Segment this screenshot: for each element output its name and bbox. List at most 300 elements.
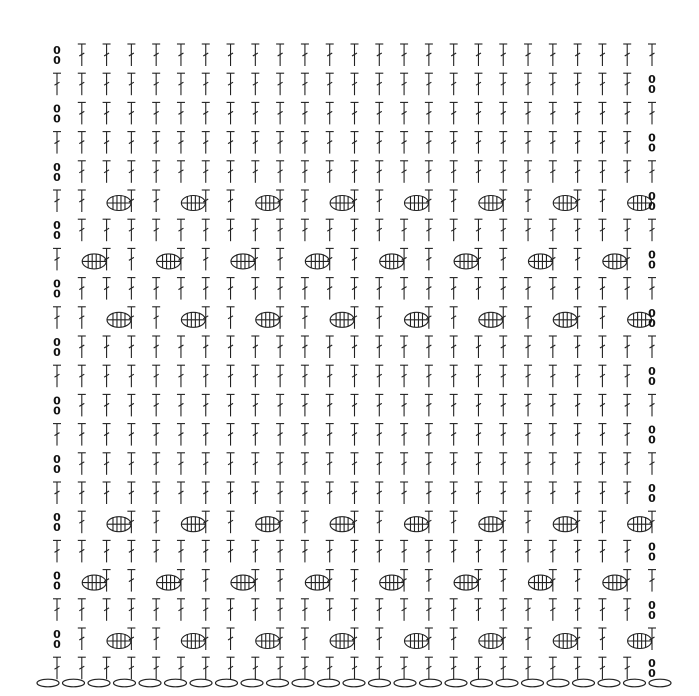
svg-text:0: 0	[648, 492, 656, 505]
double-crochet-symbol	[524, 307, 532, 329]
double-crochet-symbol	[301, 540, 309, 562]
double-crochet-symbol	[450, 190, 458, 212]
double-crochet-symbol	[127, 482, 135, 504]
double-crochet-symbol	[598, 424, 606, 446]
svg-text:0: 0	[53, 638, 61, 651]
double-crochet-symbol	[152, 307, 160, 329]
double-crochet-symbol	[450, 394, 458, 416]
double-crochet-symbol	[152, 73, 160, 95]
popcorn-symbol	[553, 312, 577, 327]
double-crochet-symbol	[524, 599, 532, 621]
popcorn-symbol	[330, 634, 354, 649]
double-crochet-symbol	[400, 161, 408, 183]
double-crochet-symbol	[202, 248, 210, 270]
double-crochet-symbol	[623, 132, 631, 154]
double-crochet-symbol	[103, 278, 111, 300]
chart-row	[53, 161, 656, 184]
popcorn-symbol	[181, 196, 205, 211]
svg-text:0: 0	[648, 433, 656, 447]
double-crochet-symbol	[152, 453, 160, 475]
double-crochet-symbol	[53, 657, 61, 679]
svg-text:0: 0	[648, 141, 656, 155]
chart-row	[53, 365, 656, 388]
double-crochet-symbol	[524, 482, 532, 504]
double-crochet-symbol	[276, 657, 284, 679]
double-crochet-symbol	[524, 73, 532, 95]
double-crochet-symbol	[301, 44, 309, 66]
double-crochet-symbol	[251, 365, 259, 387]
double-crochet-symbol	[78, 628, 86, 650]
turning-chain-symbol	[648, 540, 656, 563]
double-crochet-symbol	[326, 73, 334, 95]
chain-symbol	[88, 679, 110, 687]
svg-text:0: 0	[648, 375, 656, 389]
popcorn-symbol	[181, 634, 205, 649]
svg-text:0: 0	[648, 598, 656, 612]
double-crochet-symbol	[78, 365, 86, 387]
double-crochet-symbol	[450, 540, 458, 562]
double-crochet-symbol	[202, 44, 210, 66]
double-crochet-symbol	[251, 161, 259, 183]
double-crochet-symbol	[450, 161, 458, 183]
double-crochet-symbol	[127, 599, 135, 621]
double-crochet-symbol	[450, 219, 458, 241]
double-crochet-symbol	[53, 365, 61, 387]
double-crochet-symbol	[276, 453, 284, 475]
double-crochet-symbol	[574, 132, 582, 154]
double-crochet-symbol	[425, 394, 433, 416]
chart-row	[53, 482, 656, 505]
svg-text:0: 0	[53, 277, 61, 291]
double-crochet-symbol	[202, 424, 210, 446]
double-crochet-symbol	[127, 102, 135, 124]
double-crochet-symbol	[648, 161, 656, 183]
double-crochet-symbol	[227, 161, 235, 183]
double-crochet-symbol	[78, 394, 86, 416]
double-crochet-symbol	[301, 511, 309, 533]
double-crochet-symbol	[549, 424, 557, 446]
popcorn-symbol	[231, 575, 255, 590]
chain-symbol	[445, 679, 467, 687]
chart-row	[53, 628, 656, 651]
popcorn-symbol	[305, 254, 329, 269]
double-crochet-symbol	[648, 453, 656, 475]
double-crochet-symbol	[78, 190, 86, 212]
chart-row	[53, 132, 656, 155]
double-crochet-symbol	[301, 307, 309, 329]
chart-row	[53, 394, 656, 417]
popcorn-symbol	[380, 254, 404, 269]
turning-chain-symbol	[53, 453, 61, 476]
double-crochet-symbol	[623, 102, 631, 124]
double-crochet-symbol	[574, 248, 582, 270]
double-crochet-symbol	[425, 44, 433, 66]
double-crochet-symbol	[598, 511, 606, 533]
double-crochet-symbol	[152, 511, 160, 533]
double-crochet-symbol	[78, 482, 86, 504]
double-crochet-symbol	[450, 657, 458, 679]
popcorn-symbol	[553, 634, 577, 649]
double-crochet-symbol	[202, 482, 210, 504]
popcorn-symbol	[330, 517, 354, 532]
double-crochet-symbol	[53, 248, 61, 270]
double-crochet-symbol	[227, 628, 235, 650]
double-crochet-symbol	[351, 365, 359, 387]
double-crochet-symbol	[301, 365, 309, 387]
double-crochet-symbol	[425, 132, 433, 154]
double-crochet-symbol	[152, 394, 160, 416]
double-crochet-symbol	[103, 161, 111, 183]
double-crochet-symbol	[375, 44, 383, 66]
popcorn-symbol	[528, 254, 552, 269]
double-crochet-symbol	[400, 219, 408, 241]
double-crochet-symbol	[623, 365, 631, 387]
double-crochet-symbol	[524, 394, 532, 416]
double-crochet-symbol	[251, 132, 259, 154]
double-crochet-symbol	[177, 394, 185, 416]
double-crochet-symbol	[648, 219, 656, 241]
double-crochet-symbol	[301, 336, 309, 358]
svg-text:0: 0	[53, 170, 61, 184]
double-crochet-symbol	[499, 102, 507, 124]
double-crochet-symbol	[276, 132, 284, 154]
double-crochet-symbol	[524, 132, 532, 154]
chain-symbol	[573, 679, 595, 687]
double-crochet-symbol	[326, 102, 334, 124]
double-crochet-symbol	[103, 482, 111, 504]
double-crochet-symbol	[524, 657, 532, 679]
double-crochet-symbol	[524, 365, 532, 387]
svg-text:0: 0	[53, 521, 61, 535]
double-crochet-symbol	[351, 132, 359, 154]
popcorn-symbol	[603, 575, 627, 590]
chain-symbol	[63, 679, 85, 687]
chain-symbol	[216, 679, 238, 687]
svg-text:0: 0	[648, 608, 656, 622]
chain-symbol	[267, 679, 289, 687]
double-crochet-symbol	[276, 219, 284, 241]
double-crochet-symbol	[450, 511, 458, 533]
double-crochet-symbol	[351, 657, 359, 679]
turning-chain-symbol	[53, 102, 61, 125]
double-crochet-symbol	[474, 44, 482, 66]
double-crochet-symbol	[549, 278, 557, 300]
double-crochet-symbol	[127, 44, 135, 66]
double-crochet-symbol	[78, 424, 86, 446]
double-crochet-symbol	[598, 365, 606, 387]
turning-chain-symbol	[648, 307, 656, 330]
svg-text:0: 0	[53, 112, 61, 126]
double-crochet-symbol	[227, 424, 235, 446]
double-crochet-symbol	[623, 219, 631, 241]
double-crochet-symbol	[524, 102, 532, 124]
double-crochet-symbol	[78, 540, 86, 562]
double-crochet-symbol	[301, 599, 309, 621]
double-crochet-symbol	[574, 365, 582, 387]
double-crochet-symbol	[227, 394, 235, 416]
double-crochet-symbol	[152, 365, 160, 387]
svg-text:0: 0	[53, 569, 61, 583]
double-crochet-symbol	[351, 570, 359, 592]
svg-text:0: 0	[53, 628, 61, 641]
double-crochet-symbol	[78, 44, 86, 66]
popcorn-symbol	[553, 196, 577, 211]
double-crochet-symbol	[623, 161, 631, 183]
chart-row	[53, 278, 656, 301]
double-crochet-symbol	[251, 424, 259, 446]
double-crochet-symbol	[103, 657, 111, 679]
double-crochet-symbol	[499, 219, 507, 241]
svg-text:0: 0	[648, 365, 656, 379]
svg-text:0: 0	[648, 258, 656, 272]
double-crochet-symbol	[400, 599, 408, 621]
double-crochet-symbol	[251, 394, 259, 416]
turning-chain-symbol	[648, 132, 656, 155]
double-crochet-symbol	[549, 540, 557, 562]
chain-symbol	[292, 679, 314, 687]
double-crochet-symbol	[549, 394, 557, 416]
double-crochet-symbol	[549, 102, 557, 124]
chain-symbol	[37, 679, 59, 687]
chain-symbol	[496, 679, 518, 687]
double-crochet-symbol	[623, 73, 631, 95]
double-crochet-symbol	[474, 219, 482, 241]
chain-symbol	[241, 679, 263, 687]
popcorn-symbol	[107, 312, 131, 327]
double-crochet-symbol	[177, 161, 185, 183]
double-crochet-symbol	[227, 453, 235, 475]
double-crochet-symbol	[598, 73, 606, 95]
double-crochet-symbol	[375, 511, 383, 533]
turning-chain-symbol	[53, 394, 61, 417]
double-crochet-symbol	[227, 540, 235, 562]
popcorn-symbol	[157, 254, 181, 269]
double-crochet-symbol	[574, 540, 582, 562]
popcorn-symbol	[404, 312, 428, 327]
double-crochet-symbol	[301, 394, 309, 416]
double-crochet-symbol	[425, 453, 433, 475]
double-crochet-symbol	[301, 161, 309, 183]
double-crochet-symbol	[450, 599, 458, 621]
chart-row	[53, 599, 656, 622]
double-crochet-symbol	[177, 424, 185, 446]
chain-symbol	[522, 679, 544, 687]
double-crochet-symbol	[375, 453, 383, 475]
double-crochet-symbol	[301, 628, 309, 650]
double-crochet-symbol	[375, 482, 383, 504]
double-crochet-symbol	[326, 161, 334, 183]
double-crochet-symbol	[152, 102, 160, 124]
double-crochet-symbol	[450, 365, 458, 387]
double-crochet-symbol	[227, 44, 235, 66]
double-crochet-symbol	[227, 599, 235, 621]
double-crochet-symbol	[78, 307, 86, 329]
double-crochet-symbol	[623, 44, 631, 66]
double-crochet-symbol	[524, 219, 532, 241]
svg-text:0: 0	[648, 482, 656, 495]
double-crochet-symbol	[574, 102, 582, 124]
svg-text:0: 0	[53, 579, 61, 593]
double-crochet-symbol	[276, 365, 284, 387]
double-crochet-symbol	[598, 453, 606, 475]
double-crochet-symbol	[450, 278, 458, 300]
double-crochet-symbol	[574, 278, 582, 300]
chain-symbol	[624, 679, 646, 687]
double-crochet-symbol	[549, 132, 557, 154]
double-crochet-symbol	[227, 307, 235, 329]
double-crochet-symbol	[251, 278, 259, 300]
double-crochet-symbol	[425, 570, 433, 592]
double-crochet-symbol	[598, 132, 606, 154]
double-crochet-symbol	[351, 482, 359, 504]
double-crochet-symbol	[78, 599, 86, 621]
double-crochet-symbol	[598, 628, 606, 650]
turning-chain-symbol	[648, 482, 656, 505]
double-crochet-symbol	[450, 132, 458, 154]
double-crochet-symbol	[103, 73, 111, 95]
double-crochet-symbol	[623, 482, 631, 504]
double-crochet-symbol	[598, 657, 606, 679]
popcorn-symbol	[479, 312, 503, 327]
popcorn-symbol	[82, 254, 106, 269]
double-crochet-symbol	[623, 424, 631, 446]
double-crochet-symbol	[103, 540, 111, 562]
double-crochet-symbol	[177, 44, 185, 66]
double-crochet-symbol	[53, 540, 61, 562]
double-crochet-symbol	[425, 424, 433, 446]
double-crochet-symbol	[152, 599, 160, 621]
double-crochet-symbol	[351, 453, 359, 475]
double-crochet-symbol	[375, 394, 383, 416]
double-crochet-symbol	[53, 132, 61, 154]
popcorn-symbol	[231, 254, 255, 269]
double-crochet-symbol	[474, 599, 482, 621]
double-crochet-symbol	[623, 394, 631, 416]
double-crochet-symbol	[351, 44, 359, 66]
double-crochet-symbol	[574, 570, 582, 592]
double-crochet-symbol	[450, 307, 458, 329]
double-crochet-symbol	[251, 482, 259, 504]
double-crochet-symbol	[574, 394, 582, 416]
svg-text:0: 0	[53, 287, 61, 301]
turning-chain-symbol	[648, 248, 656, 271]
double-crochet-symbol	[202, 540, 210, 562]
double-crochet-symbol	[499, 394, 507, 416]
double-crochet-symbol	[375, 132, 383, 154]
double-crochet-symbol	[301, 453, 309, 475]
double-crochet-symbol	[177, 278, 185, 300]
double-crochet-symbol	[78, 132, 86, 154]
double-crochet-symbol	[127, 540, 135, 562]
double-crochet-symbol	[351, 336, 359, 358]
double-crochet-symbol	[152, 132, 160, 154]
double-crochet-symbol	[474, 132, 482, 154]
double-crochet-symbol	[326, 482, 334, 504]
double-crochet-symbol	[103, 394, 111, 416]
double-crochet-symbol	[301, 482, 309, 504]
double-crochet-symbol	[598, 307, 606, 329]
double-crochet-symbol	[127, 278, 135, 300]
double-crochet-symbol	[227, 365, 235, 387]
turning-chain-symbol	[53, 628, 61, 651]
double-crochet-symbol	[351, 161, 359, 183]
double-crochet-symbol	[78, 219, 86, 241]
turning-chain-symbol	[648, 73, 656, 96]
svg-text:0: 0	[53, 219, 61, 233]
double-crochet-symbol	[78, 161, 86, 183]
double-crochet-symbol	[326, 278, 334, 300]
double-crochet-symbol	[499, 161, 507, 183]
double-crochet-symbol	[375, 628, 383, 650]
double-crochet-symbol	[326, 365, 334, 387]
double-crochet-symbol	[227, 132, 235, 154]
double-crochet-symbol	[53, 599, 61, 621]
double-crochet-symbol	[549, 657, 557, 679]
double-crochet-symbol	[400, 132, 408, 154]
double-crochet-symbol	[227, 336, 235, 358]
double-crochet-symbol	[202, 219, 210, 241]
popcorn-symbol	[181, 312, 205, 327]
double-crochet-symbol	[598, 482, 606, 504]
double-crochet-symbol	[326, 219, 334, 241]
double-crochet-symbol	[177, 482, 185, 504]
double-crochet-symbol	[549, 73, 557, 95]
double-crochet-symbol	[202, 394, 210, 416]
double-crochet-symbol	[524, 540, 532, 562]
double-crochet-symbol	[474, 394, 482, 416]
double-crochet-symbol	[301, 73, 309, 95]
chain-symbol	[139, 679, 161, 687]
double-crochet-symbol	[623, 336, 631, 358]
double-crochet-symbol	[351, 540, 359, 562]
double-crochet-symbol	[474, 161, 482, 183]
double-crochet-symbol	[326, 453, 334, 475]
popcorn-symbol	[330, 312, 354, 327]
double-crochet-symbol	[400, 394, 408, 416]
double-crochet-symbol	[648, 336, 656, 358]
double-crochet-symbol	[152, 278, 160, 300]
double-crochet-symbol	[351, 599, 359, 621]
popcorn-symbol	[628, 634, 652, 649]
double-crochet-symbol	[152, 190, 160, 212]
double-crochet-symbol	[152, 657, 160, 679]
double-crochet-symbol	[524, 278, 532, 300]
double-crochet-symbol	[326, 132, 334, 154]
double-crochet-symbol	[524, 511, 532, 533]
double-crochet-symbol	[425, 219, 433, 241]
double-crochet-symbol	[425, 540, 433, 562]
double-crochet-symbol	[375, 190, 383, 212]
chain-symbol	[318, 679, 340, 687]
double-crochet-symbol	[499, 599, 507, 621]
double-crochet-symbol	[524, 190, 532, 212]
double-crochet-symbol	[301, 219, 309, 241]
svg-text:0: 0	[53, 452, 61, 466]
double-crochet-symbol	[127, 453, 135, 475]
double-crochet-symbol	[78, 102, 86, 124]
double-crochet-symbol	[202, 132, 210, 154]
double-crochet-symbol	[251, 219, 259, 241]
double-crochet-symbol	[549, 365, 557, 387]
double-crochet-symbol	[251, 336, 259, 358]
double-crochet-symbol	[450, 73, 458, 95]
double-crochet-symbol	[103, 132, 111, 154]
double-crochet-symbol	[127, 73, 135, 95]
double-crochet-symbol	[598, 540, 606, 562]
popcorn-symbol	[330, 196, 354, 211]
double-crochet-symbol	[524, 44, 532, 66]
double-crochet-symbol	[53, 73, 61, 95]
